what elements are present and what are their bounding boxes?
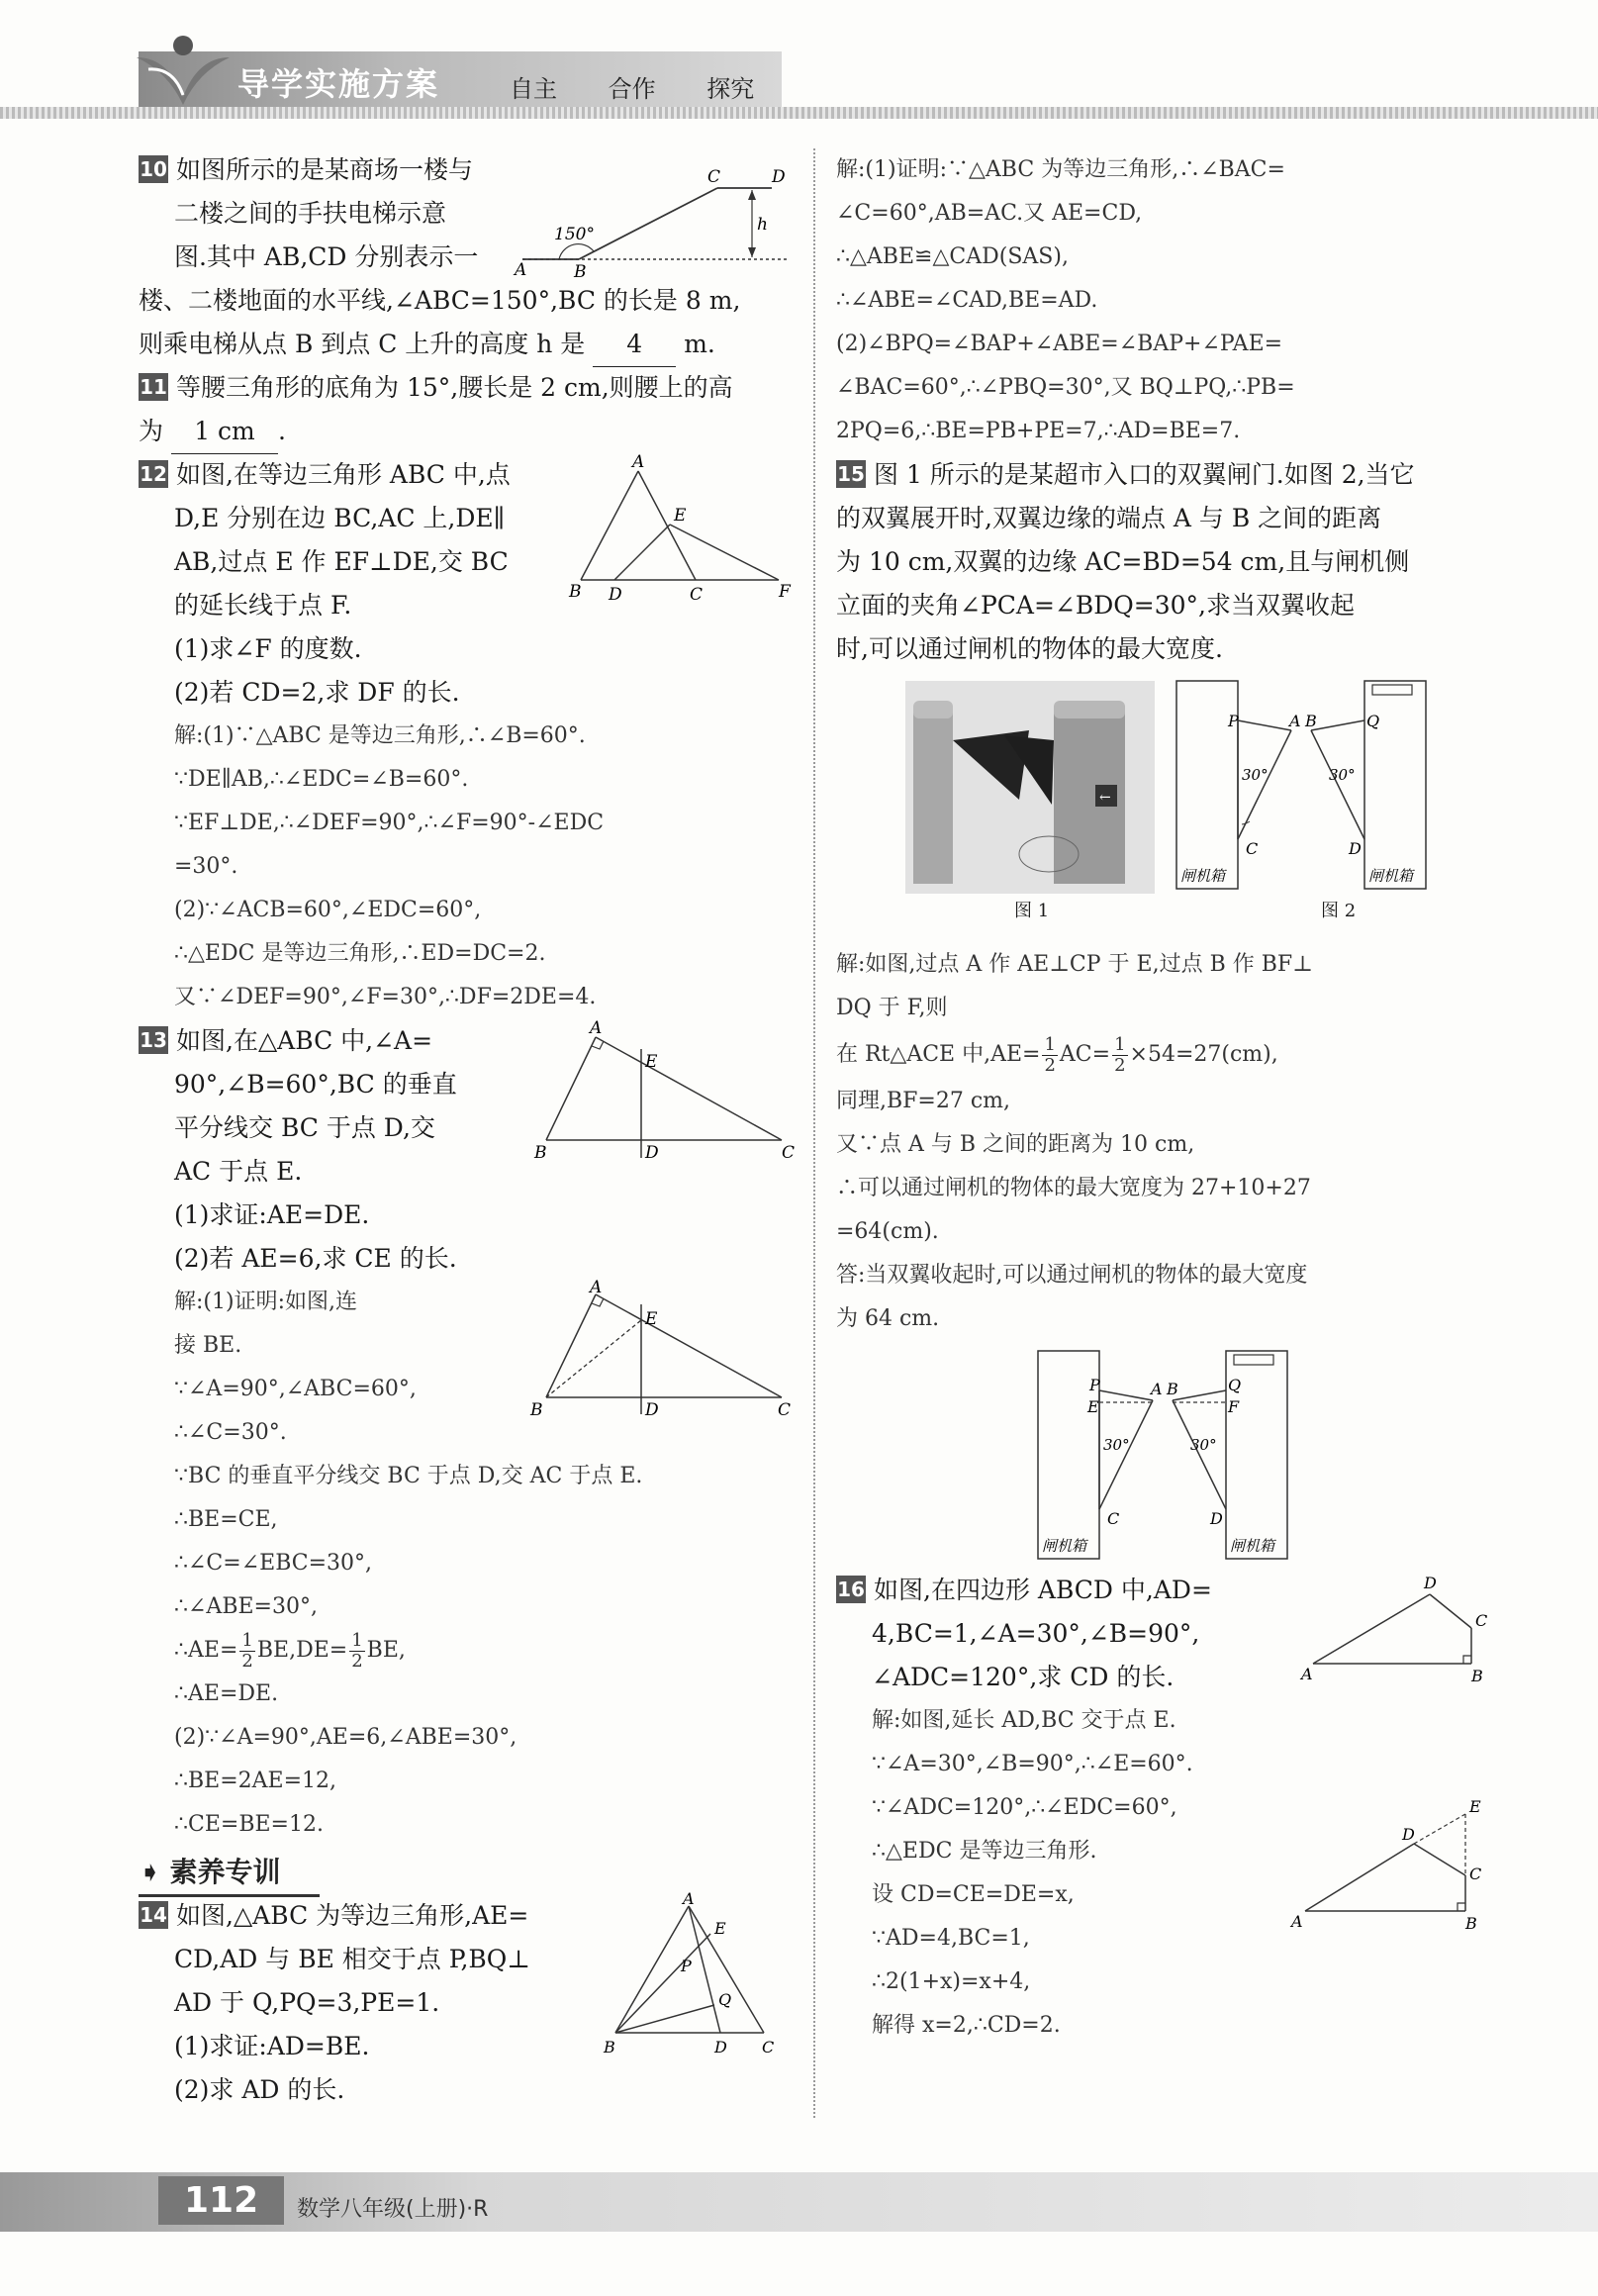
point-label: Q [718,1990,732,2009]
point-label: A [683,1889,695,1908]
solution-line: ∠C=60°,AB=AC.又 AE=CD, [836,201,1143,226]
box-label: 闸机箱 [1042,1537,1087,1555]
header-tags [510,69,778,104]
fraction [349,1631,364,1672]
point-label: P [681,1957,692,1975]
point-label: B [1305,712,1317,730]
question-number: 11 [140,375,167,399]
gate-solution-figure [836,1341,1489,1569]
point-label: C [690,585,704,605]
point-label: A [1151,1380,1163,1398]
fraction-denominator: 2 [351,1650,363,1672]
solution-line: ∴△EDC 是等边三角形,∴ED=DC=2. [174,941,546,966]
question-13 [139,1018,796,1847]
solution-line: 解得 x=2,∴CD=2. [872,2013,1061,2038]
point-label: P [1089,1376,1100,1394]
point-label: E [1087,1397,1099,1416]
figure-caption: 图 1 [1014,901,1050,921]
question-text: ∠ADC=120°,求 CD 的长. [872,1663,1175,1691]
solution-line: ∴BE=CE, [174,1507,278,1532]
point-label: C [1469,1865,1482,1883]
point-label: C [782,1143,796,1163]
question-text: 立面的夹角∠PCA=∠BDQ=30°,求当双翼收起 [836,591,1355,620]
solution-text: ×54=27(cm), [1129,1042,1278,1067]
solution-line: 又∵点 A 与 B 之间的距离为 10 cm, [836,1132,1195,1157]
solution-line: 解:如图,过点 A 作 AE⊥CP 于 E,过点 B 作 BF⊥ [836,952,1313,977]
solution-line: 解:(1)∵△ABC 是等边三角形,∴∠B=60°. [174,723,586,748]
question-text: 则乘电梯从点 B 到点 C 上升的高度 h 是 [139,330,586,358]
section-title [139,1851,320,1897]
angle-label: 30° [1329,766,1356,784]
angle-label: 150° [554,225,595,244]
question-text: AD 于 Q,PQ=3,PE=1. [174,1988,440,2017]
question-16 [836,1569,1489,2048]
page-number: 112 [158,2176,284,2225]
solution-line: 设 CD=CE=DE=x, [872,1882,1075,1907]
question-text: 4,BC=1,∠A=30°,∠B=90°, [872,1619,1200,1648]
point-label: E [645,1309,658,1329]
question-text: . [277,417,286,445]
question-text: 如图,在四边形 ABCD 中,AD= [874,1576,1212,1604]
point-label: D [645,1400,659,1420]
figure-caption: 图 2 [1321,901,1357,921]
solution-line: (2)∵∠A=90°,AE=6,∠ABE=30°, [174,1725,517,1750]
question-part: (1)求∠F 的度数. [174,634,362,663]
left-column [139,148,796,2112]
solution-line: ∴∠C=30°. [174,1420,287,1445]
question-part: (1)求证:AD=BE. [174,2032,370,2060]
box-label: 闸机箱 [1180,867,1226,885]
question-10 [139,148,792,366]
right-triangle-figure-2 [524,1278,792,1429]
fraction-numerator: 1 [1044,1033,1056,1055]
solution-line: =64(cm). [836,1219,939,1244]
section-title-text: 素养专训 [169,1856,281,1888]
fraction [1112,1035,1127,1076]
gate-diagram-open [1173,681,1430,894]
point-label: D [1210,1509,1223,1528]
solution-text: AC= [1059,1042,1111,1067]
point-label: Q [1228,1376,1242,1394]
solution-line: 又∵∠DEF=90°,∠F=30°,∴DF=2DE=4. [174,985,597,1009]
fraction-numerator: 1 [1114,1033,1126,1055]
question-text: AC 于点 E. [174,1157,303,1186]
fraction [1042,1035,1057,1076]
page-header [0,0,1598,119]
quadrilateral-solution-figure [1291,1796,1489,1935]
point-label: E [645,1052,658,1072]
solution-text: 在 Rt△ACE 中,AE= [836,1042,1041,1067]
solution-line: ∵DE∥AB,∴∠EDC=∠B=60°. [174,767,469,792]
point-label: B [569,582,582,602]
solution-line: 解:(1)证明:如图,连 [174,1290,357,1314]
fraction-denominator: 2 [1114,1054,1126,1076]
gate-figures [836,671,1489,943]
solution-line: 接 BE. [174,1333,242,1358]
solution-line: 2PQ=6,∴BE=PB+PE=7,∴AD=BE=7. [836,419,1241,443]
question-number: 10 [140,157,167,181]
header-title: 导学实施方案 [237,65,440,103]
right-column [836,148,1489,2048]
question-text: 等腰三角形的底角为 15°,腰长是 2 cm,则腰上的高 [176,373,733,402]
solution-line: ∴∠ABE=30°, [174,1594,318,1619]
solution-line: ∠BAC=60°,∴∠PBQ=30°,又 BQ⊥PQ,∴PB= [836,375,1295,400]
point-label: F [779,582,791,602]
question-text: 为 [139,417,164,445]
point-label: D [1349,839,1362,858]
solution-text: BE,DE= [256,1638,348,1663]
fraction [239,1631,254,1672]
gate-photo [905,681,1155,894]
solution-line: 为 64 cm. [836,1306,940,1331]
question-text: 如图所示的是某商场一楼与 [176,155,474,184]
solution-line: ∵AD=4,BC=1, [872,1926,1030,1951]
book-title: 数学八年级(上册)·R [297,2197,489,2222]
escalator-figure [515,156,792,282]
point-label: A [1301,1665,1313,1683]
angle-label: 30° [1242,766,1269,784]
question-text: 楼、二楼地面的水平线,∠ABC=150°,BC 的长是 8 m, [139,286,741,315]
point-label: F [1228,1397,1240,1416]
point-label: A [590,1018,603,1038]
right-triangle-figure-1 [534,1018,796,1168]
question-text: 图.其中 AB,CD 分别表示一 [174,242,479,271]
point-label: D [1424,1574,1437,1592]
angle-label: 30° [1103,1436,1130,1454]
point-label: E [714,1919,726,1938]
question-part: (2)若 AE=6,求 CE 的长. [174,1244,457,1273]
point-label: D [645,1143,659,1163]
solution-line: ∴2(1+x)=x+4, [872,1969,1031,1994]
answer-blank: 1 cm [171,410,278,454]
solution-line: ∵BC 的垂直平分线交 BC 于点 D,交 AC 于点 E. [174,1464,643,1488]
solution-line: (2)∵∠ACB=60°,∠EDC=60°, [174,898,482,922]
point-label: C [1475,1611,1488,1630]
point-label: A [590,1278,603,1297]
point-label: h [757,215,768,235]
point-label: C [762,2038,775,2057]
point-label: B [1471,1667,1483,1685]
solution-line: 答:当双翼收起时,可以通过闸机的物体的最大宽度 [836,1263,1308,1288]
equilateral-triangle-figure [604,1889,782,2062]
question-number: 15 [837,462,865,486]
question-text: CD,AD 与 BE 相交于点 P,BQ⊥ [174,1945,530,1973]
point-label: E [1469,1797,1481,1816]
question-12 [139,453,792,1019]
question-text: m. [684,330,715,358]
question-text: 为 10 cm,双翼的边缘 AC=BD=54 cm,且与闸机侧 [836,547,1410,576]
arrow-icon: ➧ [139,1856,162,1888]
solution-line: ∵EF⊥DE,∴∠DEF=90°,∴∠F=90°-∠EDC [174,811,605,835]
solution-line: ∴∠ABE=∠CAD,BE=AD. [836,288,1098,313]
point-label: E [674,506,687,526]
solution-line: ∵∠ADC=120°,∴∠EDC=60°, [872,1795,1177,1820]
fraction-denominator: 2 [241,1650,253,1672]
point-label: Q [1366,712,1380,730]
point-label: A [1289,712,1301,730]
section-header [139,1847,792,1894]
question-text: 90°,∠B=60°,BC 的垂直 [174,1070,457,1099]
arrow-left-icon: ← [1099,790,1111,806]
header-tag: 自主 [510,75,557,103]
point-label: B [604,2038,615,2057]
point-label: D [609,585,622,605]
solution-line: ∴可以通过闸机的物体的最大宽度为 27+10+27 [836,1176,1311,1200]
point-label: D [714,2038,727,2057]
question-text: AB,过点 E 作 EF⊥DE,交 BC [174,547,509,576]
solution-line: 解:(1)证明:∵△ABC 为等边三角形,∴∠BAC= [836,157,1285,182]
solution-line: 解:如图,延长 AD,BC 交于点 E. [872,1708,1176,1733]
question-number: 16 [837,1578,865,1601]
question-text: 如图,在等边三角形 ABC 中,点 [176,460,511,489]
question-number: 14 [140,1903,167,1927]
solution-text: ∴AE= [174,1638,238,1663]
solution-line: ∴△EDC 是等边三角形. [872,1839,1097,1864]
question-15 [836,453,1489,1569]
question-text: 的延长线于点 F. [174,591,352,620]
solution-line: DQ 于 F,则 [836,996,948,1020]
point-label: C [1107,1509,1120,1528]
solution-line: ∴CE=BE=12. [174,1812,324,1837]
point-label: B [534,1143,547,1163]
angle-label: 30° [1190,1436,1217,1454]
question-text: D,E 分别在边 BC,AC 上,DE∥ [174,504,506,532]
point-label: A [515,260,527,280]
answer-blank: 4 [593,323,676,367]
question-number: 12 [140,462,167,486]
box-label: 闸机箱 [1230,1537,1275,1555]
fraction-numerator: 1 [351,1629,363,1651]
question-text: 的双翼展开时,双翼边缘的端点 A 与 B 之间的距离 [836,504,1382,532]
solution-line [836,1030,1489,1080]
solution-line: ∴AE=DE. [174,1681,279,1706]
question-text: 时,可以通过闸机的物体的最大宽度. [836,634,1223,663]
point-label: A [632,452,645,472]
point-label: D [1402,1825,1415,1844]
solution-line: ∴△ABE≌△CAD(SAS), [836,244,1069,269]
solution-line: ∴BE=2AE=12, [174,1769,337,1793]
question-text: 图 1 所示的是某超市入口的双翼闸门.如图 2,当它 [874,460,1415,489]
question-text: 二楼之间的手扶电梯示意 [174,199,447,228]
question-part: (2)求 AD 的长. [174,2075,345,2104]
point-label: B [1167,1380,1178,1398]
quadrilateral-figure [1301,1569,1489,1687]
point-label: C [1246,839,1259,858]
question-number: 13 [140,1028,167,1052]
column-divider [813,148,815,2118]
question-14 [139,1889,792,2112]
solution-line: ∵∠A=90°,∠ABC=60°, [174,1377,417,1401]
solution-line: (2)∠BPQ=∠BAP+∠ABE=∠BAP+∠PAE= [836,332,1283,356]
solution-line: =30°. [174,854,238,879]
point-label: P [1228,712,1239,730]
solution-line: ∴∠C=∠EBC=30°, [174,1551,373,1576]
header-stripe [0,107,1598,119]
question-11 [139,366,792,453]
fraction-denominator: 2 [1044,1054,1056,1076]
question-14-solution [836,148,1489,453]
triangle-abc-def-figure [569,452,792,605]
page-footer [0,2162,1598,2242]
solution-line: ∵∠A=30°,∠B=90°,∴∠E=60°. [872,1752,1193,1776]
question-part: (2)若 CD=2,求 DF 的长. [174,678,460,707]
sprout-logo-icon [129,28,237,107]
box-label: 闸机箱 [1368,867,1414,885]
header-tag: 探究 [706,75,755,103]
point-label: C [707,167,721,187]
point-label: B [574,262,587,282]
solution-text: BE, [366,1638,406,1663]
solution-line [139,1629,792,1673]
gate-photo-image [905,681,1155,894]
question-part: (1)求证:AE=DE. [174,1200,370,1229]
point-label: B [1465,1914,1477,1933]
point-label: B [530,1400,543,1420]
solution-line: 同理,BF=27 cm, [836,1089,1011,1113]
gate-diagram-solution [1034,1351,1291,1564]
header-tag: 合作 [608,75,656,103]
point-label: C [778,1400,792,1420]
point-label: A [1291,1912,1303,1931]
fraction-numerator: 1 [241,1629,253,1651]
question-text: 如图,△ABC 为等边三角形,AE= [176,1901,529,1930]
question-text: 平分线交 BC 于点 D,交 [174,1113,435,1142]
question-text: 如图,在△ABC 中,∠A= [176,1026,433,1055]
point-label: D [772,167,786,187]
